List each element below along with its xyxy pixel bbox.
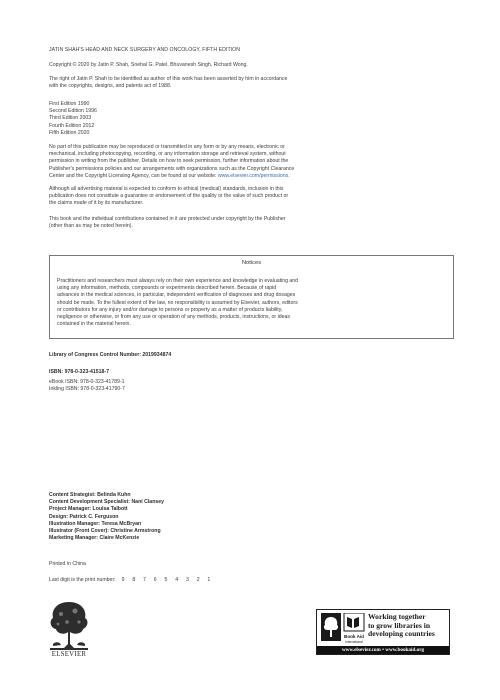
advertising-line: publication does not constitute a guarantee or endorsement of the quality or the value of such product or bbox=[49, 193, 289, 200]
rights-line: with the copyrights, designs, and patents act of 1988. bbox=[49, 83, 172, 90]
contributions-line: (other than as may be noted herein). bbox=[49, 223, 133, 230]
book-title: JATIN SHAH'S HEAD AND NECK SURGERY AND ONCOLOGY, FIFTH EDITION bbox=[49, 47, 241, 53]
bookaid-logos bbox=[321, 613, 365, 649]
notices-line: Practitioners and researchers must always rely on their own experience and knowledge in evaluating and bbox=[57, 278, 299, 284]
credit-line: Marketing Manager: Claire McKenzie bbox=[49, 535, 140, 542]
elsevier-wordmark: ELSEVIER bbox=[51, 651, 87, 658]
edition-line: Fourth Edition 2012 bbox=[49, 122, 95, 129]
permissions-line: mechanical, including photocopying, recording, or any information storage and retrieval system, without bbox=[49, 151, 286, 158]
permissions-line bbox=[49, 173, 454, 180]
elsevier-tree-logo bbox=[47, 594, 91, 652]
bookaid-urls[interactable]: www.elsevier.com • www.bookaid.org bbox=[317, 646, 449, 654]
credit-line: Content Strategist: Belinda Kuhn bbox=[49, 492, 131, 498]
tagline-line: to grow libraries in bbox=[368, 620, 431, 630]
print-number-label: Last digit is the print number: bbox=[49, 577, 116, 583]
credit-line: Illustration Manager: Teresa McBryan bbox=[49, 520, 142, 527]
alt-isbns bbox=[49, 379, 454, 393]
bookaid-tagline bbox=[368, 613, 450, 639]
edition-line: First Edition 1990 bbox=[49, 101, 90, 107]
loc-control-number: Library of Congress Control Number: 2019934874 bbox=[49, 352, 172, 358]
notices-line: or contributors for any injury and/or damage to persons or property as a matter of products liability, bbox=[57, 306, 283, 313]
credit-line: Content Development Specialist: Nani Clansey bbox=[49, 499, 165, 506]
edition-line: Second Edition 1996 bbox=[49, 108, 97, 115]
permissions-line: Publisher's permissions policies and our arrangements with organizations such as the Copyright Clearance bbox=[49, 165, 295, 172]
notices-body bbox=[57, 278, 447, 328]
bookaid-box bbox=[316, 609, 450, 655]
credit-line: Design: Patrick C. Ferguson bbox=[49, 513, 119, 520]
credit-line: Project Manager: Louisa Talbott bbox=[49, 506, 128, 513]
isbn: ISBN: 978-0-323-41518-7 bbox=[49, 369, 109, 375]
bookaid-logo-text: Book Aid bbox=[344, 634, 364, 639]
notices-line: negligence or otherwise, or from any use or operation of any methods, products, instructions, or ideas bbox=[57, 314, 290, 321]
permissions-statement bbox=[49, 144, 454, 180]
tagline-line: Working together bbox=[368, 612, 426, 621]
permissions-line: permission in writing from the publisher. Details on how to seek permission, further information about the bbox=[49, 158, 289, 165]
permissions-prefix: Center and the Copyright Licensing Agency, can be found at our website: bbox=[49, 172, 218, 179]
bookaid-logo-subtext: International bbox=[345, 640, 363, 644]
permissions-link[interactable]: www.elsevier.com/permissions bbox=[217, 172, 289, 179]
edition-history bbox=[49, 101, 454, 137]
advertising-line: the claims made of it by its manufacturer. bbox=[49, 200, 144, 207]
notices-line: should be made. To the fullest extent of the law, no responsibility is assumed by Elsevier, authors, editors bbox=[57, 299, 298, 306]
tagline-line: developing countries bbox=[368, 629, 435, 639]
edition-line: Fifth Edition 2020 bbox=[49, 129, 90, 136]
advertising-line: Although all advertising material is expected to conform to ethical (medical) standards, inclusion in this bbox=[49, 186, 284, 192]
contributions-line: This book and the individual contributions contained in it are protected under copyright by the Publisher bbox=[49, 216, 286, 222]
notices-line: contained in the material herein. bbox=[57, 321, 131, 328]
author-rights bbox=[49, 76, 454, 90]
inkling-isbn: Inkling ISBN: 978-0-323-41790-7 bbox=[49, 386, 125, 393]
permissions-suffix: . bbox=[288, 172, 290, 179]
print-number-line bbox=[49, 577, 454, 584]
production-credits bbox=[49, 492, 454, 542]
copyright-line: Copyright © 2020 by Jatin P. Shah, Snehal G. Patel, Bhuvanesh Singh, Richard Wong. bbox=[49, 62, 248, 68]
ebook-isbn: eBook ISBN: 978-0-323-41789-1 bbox=[49, 379, 125, 385]
contributions-statement bbox=[49, 216, 454, 230]
printed-in: Printed in China bbox=[49, 561, 86, 567]
permissions-line: No part of this publication may be reproduced or transmitted in any form or by any means, electronic or bbox=[49, 144, 285, 150]
edition-line: Third Edition 2003 bbox=[49, 115, 92, 122]
credit-line: Illustrator (Front Cover): Christine Armstrong bbox=[49, 528, 161, 535]
notices-box bbox=[49, 255, 454, 339]
notices-title: Notices bbox=[241, 260, 262, 266]
advertising-disclaimer bbox=[49, 186, 454, 208]
notices-line: using any information, methods, compounds or experiments described herein. Because of rapid bbox=[57, 285, 277, 292]
notices-line: advances in the medical sciences, in particular, independent verification of diagnoses and drug dosages bbox=[57, 292, 296, 299]
print-digits: 9 8 7 6 5 4 3 2 1 bbox=[121, 577, 214, 583]
rights-line: The right of Jatin P. Shah to be identified as author of this work has been asserted by him in accordance bbox=[49, 76, 288, 82]
